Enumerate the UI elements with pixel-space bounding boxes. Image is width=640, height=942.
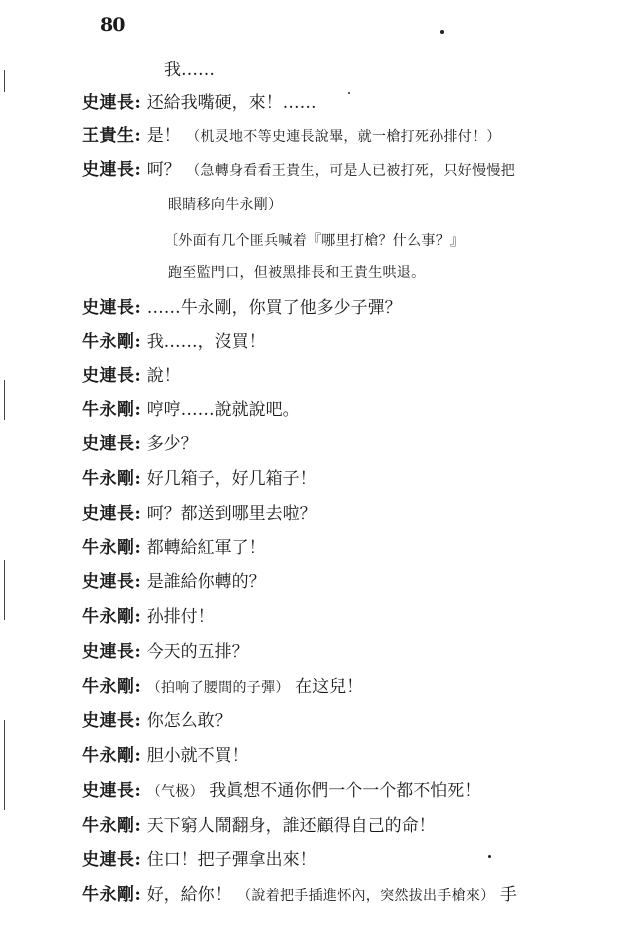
speech-text: 孙排付！ [146,607,215,627]
dialogue-line [82,156,632,184]
dialogue-line [82,396,632,424]
speaker-name: 牛永剛: [82,677,142,697]
speaker-name: 牛永剛: [82,816,142,836]
speaker-name: 史連長: [82,711,142,731]
speaker-name: 史連長: [82,642,142,662]
dialogue-line [82,122,632,150]
stage-direction: （拍响了腰間的子彈） [146,680,290,696]
speaker-name: 牛永剛: [82,538,142,558]
speech-text: 你怎么敢？ [146,711,232,731]
dialogue-line [82,89,632,117]
dialogue-line [82,707,632,735]
stage-direction: （說着把手插進怀內，突然拔出手槍來） [237,888,495,904]
speech-text: 今天的五排？ [146,642,249,662]
dialogue-line [82,881,632,909]
speech-text: 是！ [146,126,181,146]
dialogue-line [82,742,632,770]
speaker-name: 史連長: [82,434,142,454]
stage-direction: 跑至監門口，但被黑排長和王貴生哄退。 [168,265,426,281]
speech-text: 还給我嘴硬，來！…… [146,93,317,113]
dialogue-line [82,812,632,840]
dialogue-line [82,328,632,356]
speech-text: 呵？都送到哪里去啦？ [146,504,317,524]
speaker-name: 牛永剛: [82,332,142,352]
stage-direction: （急轉身看看王貴生，可是人已被打死，只好慢慢把 [186,163,515,179]
speech-text: 天下窮人鬧翻身，誰还顧得自己的命！ [146,816,436,836]
speaker-name: 史連長: [82,366,142,386]
speaker-name: 牛永剛: [82,885,142,905]
speaker-name: 牛永剛: [82,400,142,420]
speech-text: ……牛永剛，你買了他多少子彈？ [146,298,402,318]
stage-continuation [164,226,632,254]
page-number: 80 [100,14,125,36]
dialogue-line [82,534,632,562]
speech-text: 胆小就不買！ [146,746,249,766]
speaker-name: 史連長: [82,572,142,592]
speech-text: 住口！把子彈拿出來！ [146,850,317,870]
dialogue-line [82,362,632,390]
dialogue-line [82,638,632,666]
speech-text: 哼哼……說就說吧。 [146,400,300,420]
speaker-name: 牛永剛: [82,469,142,489]
stage-direction: （机灵地不等史連長說畢，就一槍打死孙排付！） [186,129,501,145]
speech-text: 我……，沒買！ [146,332,266,352]
stage-continuation [168,258,632,286]
stage-direction: （气极） [146,784,204,800]
dialogue-line [82,465,632,493]
speaker-name: 史連長: [82,160,142,180]
speaker-name: 史連長: [82,298,142,318]
speaker-name: 牛永剛: [82,607,142,627]
dialogue-line [82,500,632,528]
speaker-name: 史連長: [82,504,142,524]
speaker-name: 史連長: [82,93,142,113]
speech-text: 我…… [164,60,215,80]
dialogue-line [82,846,632,874]
speech-text: 在这兒！ [295,677,364,697]
speaker-name: 王貴生: [82,126,142,146]
speaker-name: 牛永剛: [82,746,142,766]
speech-text: 是誰給你轉的？ [146,572,266,592]
speech-text: 手 [499,885,517,905]
dialogue-line [82,294,632,322]
stage-continuation [168,190,632,218]
speech-text: 好，給你！ [146,885,232,905]
dialogue-line [82,603,632,631]
speech-text: 我眞想不通你們一个一个都不怕死！ [209,781,482,801]
speaker-name: 史連長: [82,850,142,870]
dialogue-line [82,430,632,458]
dialogue-line [164,56,632,84]
speech-text: 多少？ [146,434,198,454]
speaker-name: 史連長: [82,781,142,801]
speech-text: 好几箱子，好几箱子！ [146,469,317,489]
stage-direction: 眼睛移向牛永剛） [168,197,283,213]
speech-text: 呵？ [146,160,181,180]
speech-text: 說！ [146,366,181,386]
dialogue-line [82,568,632,596]
speech-text: 都轉給紅軍了！ [146,538,266,558]
dialogue-line [82,777,632,805]
dialogue-line [82,673,632,701]
stage-direction: 〔外面有几个匪兵喊着『哪里打槍？什么事？』 [164,233,465,249]
